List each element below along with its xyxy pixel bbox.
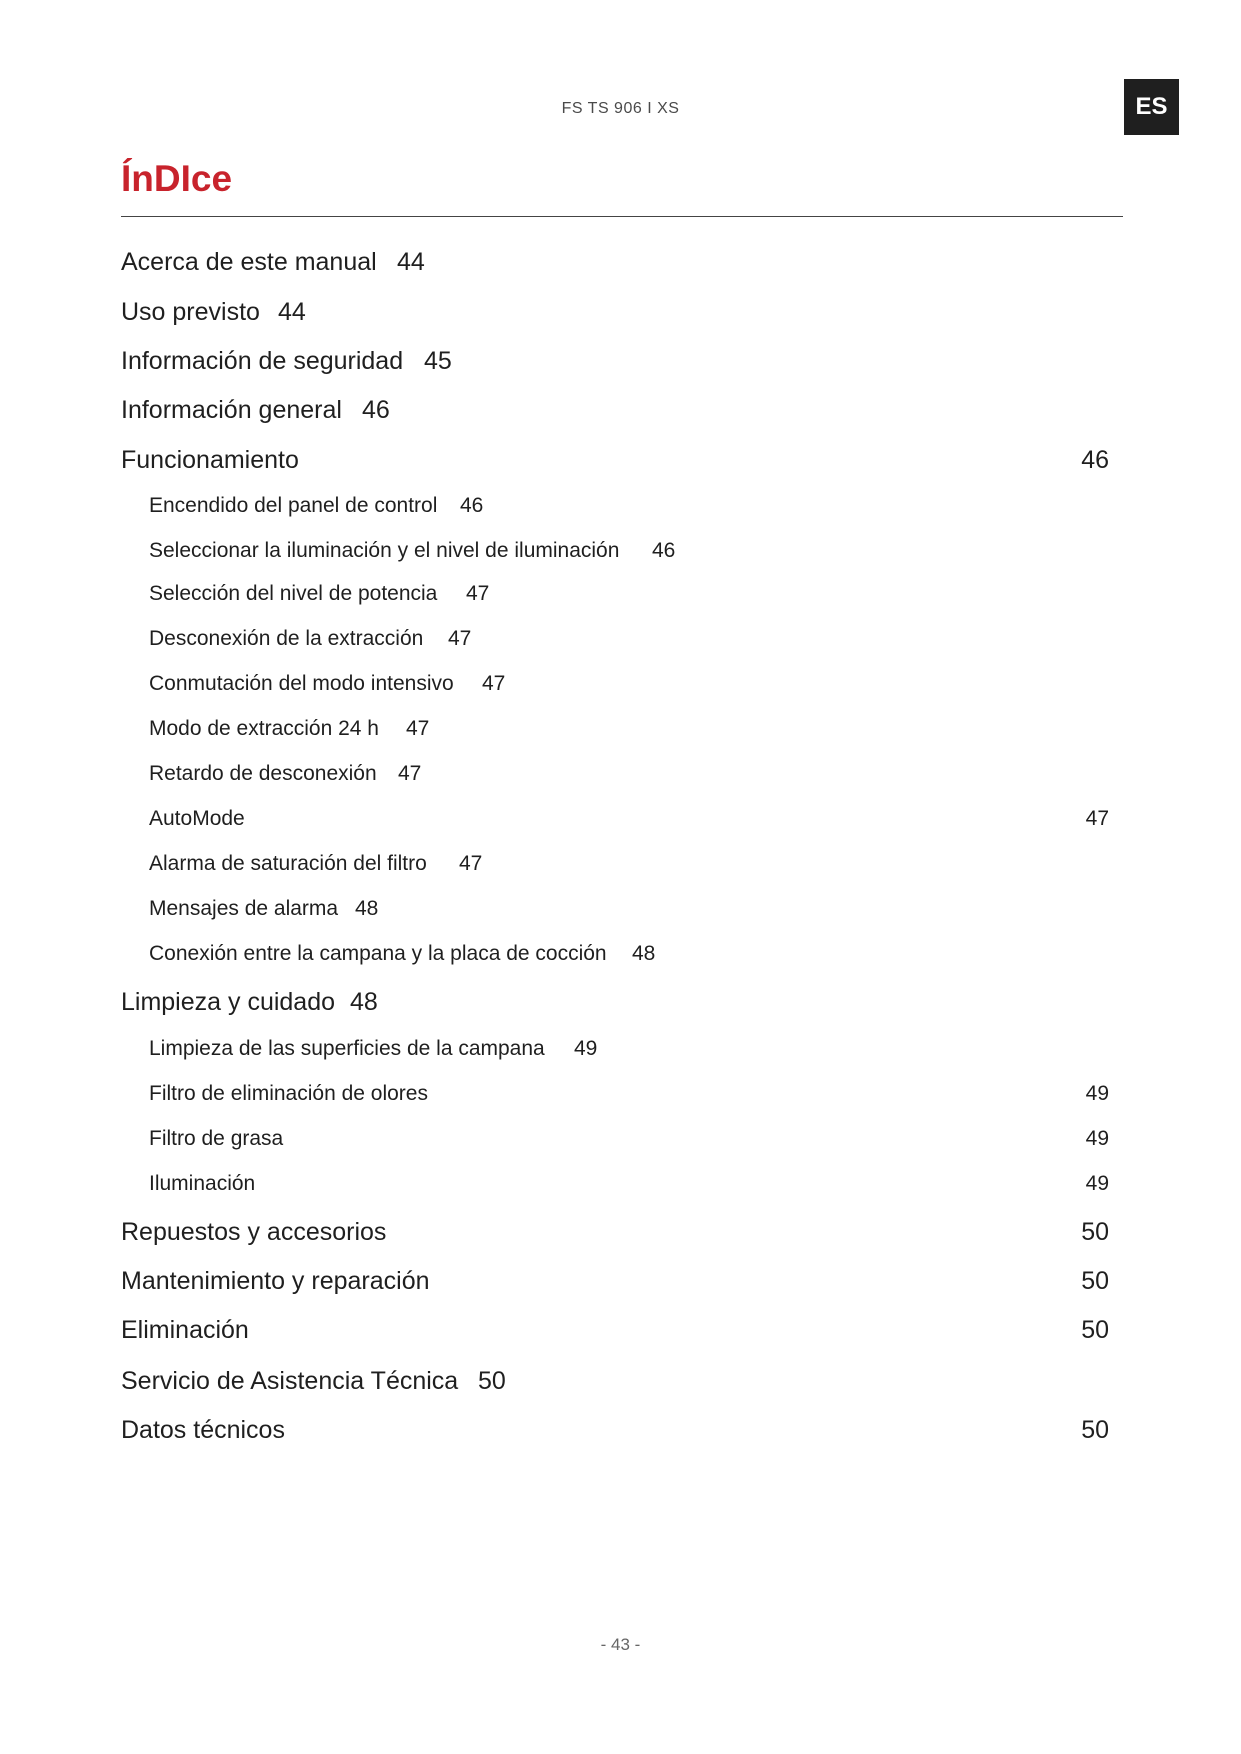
toc-entry-title: Filtro de grasa <box>149 1127 284 1150</box>
toc-entry-title: Selección del nivel de potencia <box>149 582 438 605</box>
toc-entry-seguridad[interactable] <box>0 347 1241 387</box>
page-title: ÍnDIce <box>121 158 233 199</box>
toc-entry-title: Datos técnicos <box>121 1416 285 1444</box>
product-model-header: FS TS 906 I XS <box>561 100 680 117</box>
toc-entry-page: 49 <box>1085 1172 1109 1195</box>
toc-entry-uso-previsto[interactable] <box>0 298 1241 338</box>
toc-entry-limpieza-superficies[interactable] <box>0 1037 1241 1077</box>
toc-entry-title: Uso previsto <box>121 298 260 326</box>
toc-entry-title: Mantenimiento y reparación <box>121 1267 430 1295</box>
language-badge: ES <box>1124 79 1179 135</box>
toc-entry-mantenimiento[interactable] <box>0 1267 1241 1307</box>
toc-entry-page: 48 <box>632 942 656 965</box>
title-divider <box>121 216 1123 217</box>
toc-entry-title: Seleccionar la iluminación y el nivel de iluminación <box>149 539 620 562</box>
toc-entry-informacion-general[interactable] <box>0 396 1241 436</box>
toc-entry-repuestos[interactable] <box>0 1218 1241 1258</box>
toc-entry-page: 46 <box>1081 446 1109 474</box>
toc-entry-page: 47 <box>459 852 483 875</box>
toc-entry-modo-24h[interactable] <box>0 717 1241 757</box>
toc-entry-automode[interactable] <box>0 807 1241 847</box>
toc-entry-page: 44 <box>278 298 306 326</box>
toc-entry-page: 46 <box>652 539 676 562</box>
toc-entry-desconexion-extraccion[interactable] <box>0 627 1241 667</box>
toc-entry-datos-tecnicos[interactable] <box>0 1416 1241 1456</box>
toc-entry-title: Funcionamiento <box>121 446 299 474</box>
toc-entry-title: Limpieza y cuidado <box>121 988 336 1016</box>
toc-entry-title: Alarma de saturación del filtro <box>149 852 427 875</box>
toc-entry-title: Mensajes de alarma <box>149 897 339 920</box>
toc-entry-eliminacion[interactable] <box>0 1316 1241 1356</box>
toc-entry-page: 50 <box>478 1367 506 1395</box>
toc-entry-title: Acerca de este manual <box>121 248 377 276</box>
toc-entry-page: 49 <box>1085 1127 1109 1150</box>
toc-entry-page: 47 <box>466 582 490 605</box>
toc-entry-title: Conmutación del modo intensivo <box>149 672 454 695</box>
toc-entry-retardo[interactable] <box>0 762 1241 802</box>
toc-entry-iluminacion-nivel[interactable] <box>0 539 1241 579</box>
toc-entry-servicio-asistencia[interactable] <box>0 1367 1241 1407</box>
toc-entry-title: Información de seguridad <box>121 347 404 375</box>
toc-entry-page: 46 <box>460 494 484 517</box>
toc-entry-title: Desconexión de la extracción <box>149 627 424 650</box>
toc-entry-page: 48 <box>355 897 379 920</box>
toc-entry-title: Eliminación <box>121 1316 249 1344</box>
toc-entry-page: 50 <box>1081 1218 1109 1246</box>
toc-entry-filtro-olores[interactable] <box>0 1082 1241 1122</box>
toc-entry-page: 45 <box>424 347 452 375</box>
toc-entry-mensajes-alarma[interactable] <box>0 897 1241 937</box>
toc-entry-encendido[interactable] <box>0 494 1241 534</box>
toc-entry-page: 47 <box>406 717 430 740</box>
toc-entry-funcionamiento[interactable] <box>0 446 1241 486</box>
toc-entry-title: Conexión entre la campana y la placa de cocción <box>149 942 607 965</box>
toc-entry-saturacion-filtro[interactable] <box>0 852 1241 892</box>
toc-entry-limpieza[interactable] <box>0 988 1241 1028</box>
toc-entry-title: Encendido del panel de control <box>149 494 438 517</box>
toc-entry-page: 47 <box>1085 807 1109 830</box>
toc-entry-nivel-potencia[interactable] <box>0 582 1241 622</box>
toc-entry-title: Información general <box>121 396 342 424</box>
toc-entry-conexion-placa[interactable] <box>0 942 1241 982</box>
toc-entry-title: Iluminación <box>149 1172 256 1195</box>
toc-entry-page: 50 <box>1081 1267 1109 1295</box>
toc-entry-title: AutoMode <box>149 807 245 830</box>
toc-entry-page: 47 <box>482 672 506 695</box>
toc-entry-page: 48 <box>350 988 378 1016</box>
toc-entry-page: 49 <box>1085 1082 1109 1105</box>
page-number: - 43 - <box>600 1635 641 1654</box>
toc-entry-page: 50 <box>1081 1416 1109 1444</box>
toc-entry-title: Servicio de Asistencia Técnica <box>121 1367 459 1395</box>
toc-entry-filtro-grasa[interactable] <box>0 1127 1241 1167</box>
toc-entry-page: 50 <box>1081 1316 1109 1344</box>
toc-entry-page: 46 <box>362 396 390 424</box>
toc-entry-title: Modo de extracción 24 h <box>149 717 379 740</box>
toc-entry-iluminacion[interactable] <box>0 1172 1241 1212</box>
toc-entry-title: Filtro de eliminación de olores <box>149 1082 428 1105</box>
toc-entry-page: 47 <box>398 762 422 785</box>
toc-entry-title: Retardo de desconexión <box>149 762 377 785</box>
toc-entry-acerca[interactable] <box>0 248 1241 288</box>
toc-entry-page: 44 <box>397 248 425 276</box>
toc-entry-title: Repuestos y accesorios <box>121 1218 387 1246</box>
toc-entry-modo-intensivo[interactable] <box>0 672 1241 712</box>
toc-entry-page: 47 <box>448 627 472 650</box>
toc-entry-page: 49 <box>574 1037 598 1060</box>
toc-entry-title: Limpieza de las superficies de la campana <box>149 1037 545 1060</box>
